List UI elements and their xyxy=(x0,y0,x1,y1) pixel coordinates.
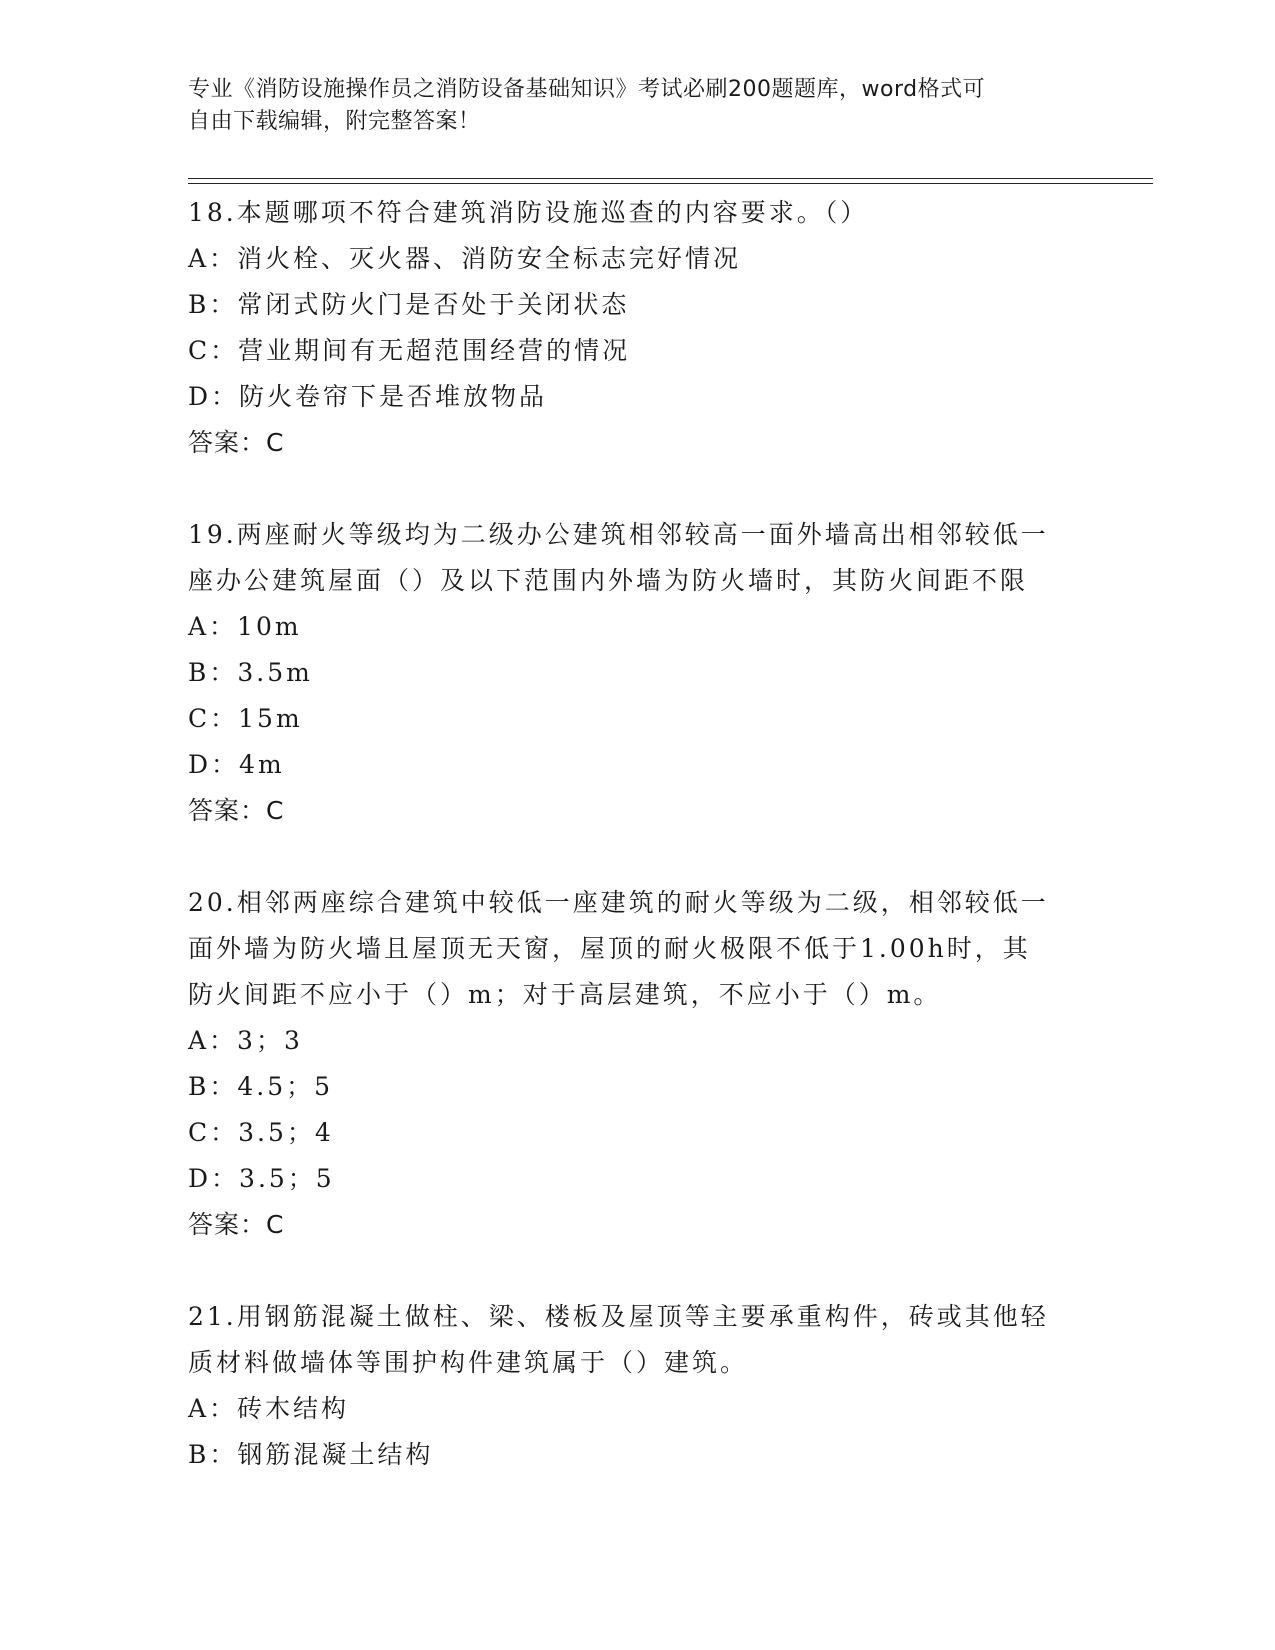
option-b: B：常闭式防火门是否处于关闭状态 xyxy=(188,290,630,319)
question-list xyxy=(188,190,1108,1478)
header-line-2: 自由下载编辑，附完整答案！ xyxy=(188,109,481,134)
question-18 xyxy=(188,190,1108,466)
option-c: C：3.5；4 xyxy=(188,1118,334,1147)
option-b: B：4.5；5 xyxy=(188,1072,334,1101)
answer-label: 答案：C xyxy=(188,796,285,825)
header-line-1: 专业《消防设施操作员之消防设备基础知识》考试必刷200题题库，word格式可 xyxy=(188,77,986,102)
question-text xyxy=(188,880,1108,1018)
question-text-line: 21.用钢筋混凝土做柱、梁、楼板及屋顶等主要承重构件，砖或其他轻 xyxy=(188,1302,1049,1331)
header-divider-bottom xyxy=(188,183,1153,184)
question-text-line: 座办公建筑屋面（）及以下范围内外墙为防火墙时，其防火间距不限 xyxy=(188,566,1029,595)
question-text xyxy=(188,512,1108,604)
answer-label: 答案：C xyxy=(188,1210,285,1239)
spacer xyxy=(188,466,1108,512)
question-20 xyxy=(188,880,1108,1248)
option-d: D：3.5；5 xyxy=(188,1164,335,1193)
question-text-line: 面外墙为防火墙且屋顶无天窗，屋顶的耐火极限不低于1.00h时，其 xyxy=(188,934,1031,963)
question-text-line: 18.本题哪项不符合建筑消防设施巡查的内容要求。（） xyxy=(188,198,869,227)
document-header xyxy=(188,74,1088,138)
question-text-line: 19.两座耐火等级均为二级办公建筑相邻较高一面外墙高出相邻较低一 xyxy=(188,520,1049,549)
option-c: C：15m xyxy=(188,704,303,733)
option-a: A：3；3 xyxy=(188,1026,303,1055)
question-text-line: 防火间距不应小于（）m；对于高层建筑，不应小于（）m。 xyxy=(188,980,942,1009)
option-b: B：钢筋混凝土结构 xyxy=(188,1440,434,1469)
question-21 xyxy=(188,1294,1108,1478)
spacer xyxy=(188,1248,1108,1294)
option-d: D：4m xyxy=(188,750,285,779)
spacer xyxy=(188,834,1108,880)
answer-label: 答案：C xyxy=(188,428,285,457)
option-a: A：消火栓、灭火器、消防安全标志完好情况 xyxy=(188,244,742,273)
option-d: D：防火卷帘下是否堆放物品 xyxy=(188,382,548,411)
question-text-line: 20.相邻两座综合建筑中较低一座建筑的耐火等级为二级，相邻较低一 xyxy=(188,888,1049,917)
option-a: A：砖木结构 xyxy=(188,1394,350,1423)
option-b: B：3.5m xyxy=(188,658,313,687)
option-c: C：营业期间有无超范围经营的情况 xyxy=(188,336,631,365)
option-a: A：10m xyxy=(188,612,302,641)
question-19 xyxy=(188,512,1108,834)
question-text xyxy=(188,190,1108,236)
header-divider-top xyxy=(188,178,1153,179)
question-text xyxy=(188,1294,1108,1386)
question-text-line: 质材料做墙体等围护构件建筑属于（）建筑。 xyxy=(188,1348,749,1377)
